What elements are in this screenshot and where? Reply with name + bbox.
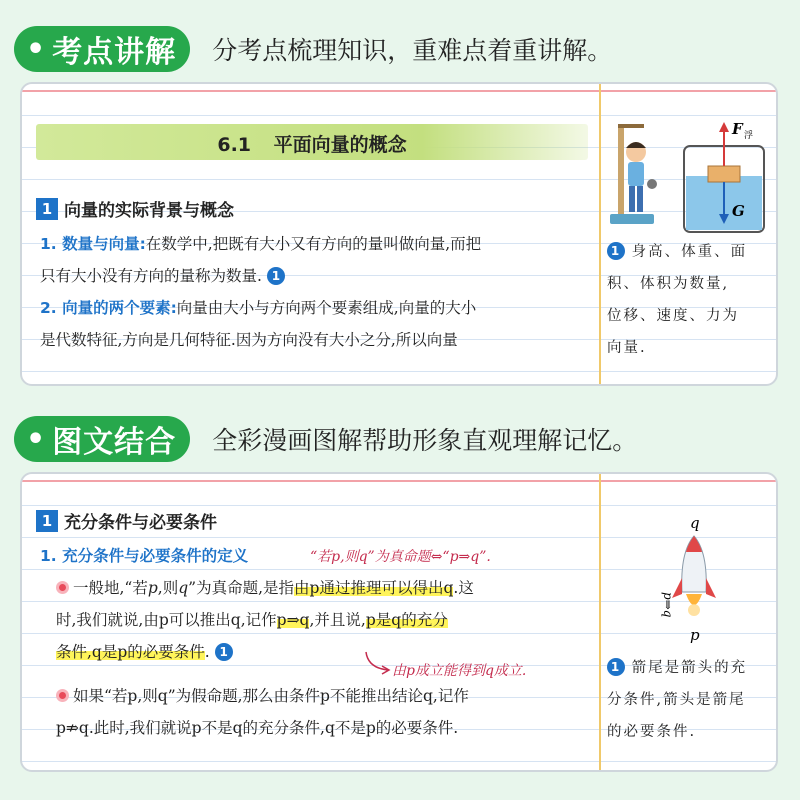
subsection-heading [36,196,234,221]
bullet-icon [56,689,69,702]
banner-tag-text: 图文结合 [52,425,177,460]
note-line: 的必要条件. [607,724,697,740]
item-label: 1. 充分条件与必要条件的定义 [40,547,249,565]
note-ref-badge: 1 [215,643,233,661]
item-text: 是代数特征,方向是几何特征.因为方向没有大小之分,所以向量 [40,331,458,349]
section-title-text: 平面向量的概念 [273,134,407,156]
rocket-top-label: q [690,514,700,532]
text: p⇏q.此时,我们就说p不是q的充分条件,q不是p的必要条件. [56,719,459,737]
curved-arrow-icon [362,650,392,676]
text: 一般地,“若 [73,579,148,597]
heading-number-badge: 1 [36,510,58,532]
force-buoyancy-label: F [732,120,743,138]
margin-line [599,474,601,770]
text: 如果“若p,则q”为假命题,那么由条件p不能推出结论q,记作 [73,687,469,705]
dot-icon: • [26,31,47,67]
item-text: 向量由大小与方向两个要素组成,向量的大小 [176,299,477,317]
heading-number-badge: 1 [36,198,58,220]
bullet-false-proposition [56,680,592,744]
heading-text: 向量的实际背景与概念 [64,201,234,221]
item-quantity-vector [40,228,590,292]
highlight: 条件,q是p的必要条件 [56,643,205,661]
margin-line [599,84,601,384]
page-top-line [22,90,776,92]
highlight: 由p通过推理可以得出q [294,579,454,597]
handwritten-note-top: “若p,则q”为真命题⇔“p⇒q”. [310,549,491,565]
margin-note [607,652,771,748]
banner-subtitle: 全彩漫画图解帮助形象直观理解记忆。 [212,426,638,455]
force-buoyancy-subscript: 浮 [744,131,754,141]
note-line: 位移、速度、力为 [607,308,739,324]
text: p [147,579,158,597]
note-ref-badge: 1 [267,267,285,285]
note-line: 身高、体重、面 [631,244,748,260]
height-scale-illustration [610,124,657,224]
banner-tag-text: 考点讲解 [52,35,177,70]
item-label: 2. 向量的两个要素: [40,299,177,317]
banner-subtitle: 分考点梳理知识，重难点着重讲解。 [212,36,613,65]
text: q [178,579,189,597]
dot-icon: • [26,421,47,457]
banner-tag [14,416,190,462]
handwritten-note-bottom: 由p成立能得到q成立. [392,663,527,679]
text: ,则 [157,579,179,597]
highlight: p⇒q [276,611,310,629]
force-gravity-label: G [732,202,745,220]
text: ,并且说, [309,611,366,629]
section-banner [36,124,588,160]
item-label: 1. 数量与向量: [40,235,146,253]
text: . [204,643,210,661]
section-number: 6.1 [217,134,252,156]
note-line: 箭尾是箭头的充 [631,660,748,676]
highlight: p是q的充分 [365,611,448,629]
rocket-side-label: p⇒q [661,592,675,618]
text: .这 [453,579,474,597]
illustration-quantities [606,114,776,238]
bullet-true-proposition [56,572,592,668]
page-top-line [22,480,776,482]
margin-note [607,236,771,364]
note-line: 向量. [607,340,647,356]
text: ”为真命题,是指 [188,579,295,597]
item-two-elements [40,292,590,356]
section-title [36,130,588,157]
subsection-heading [36,508,217,533]
note-number-badge: 1 [607,658,625,676]
note-number-badge: 1 [607,242,625,260]
item-text: 只有大小没有方向的量称为数量. [40,267,262,285]
rocket-bottom-label: p [690,626,700,644]
item-text: 在数学中,把既有大小又有方向的量叫做向量,而把 [145,235,482,253]
heading-text: 充分条件与必要条件 [64,513,217,533]
note-line: 分条件,箭头是箭尾 [607,692,746,708]
banner-kaodian [14,26,612,72]
sample-page-vectors [20,82,778,386]
rocket-illustration [634,512,744,646]
note-line: 积、体积为数量, [607,276,730,292]
banner-tag [14,26,190,72]
sample-page-conditions [20,472,778,772]
bullet-icon [56,581,69,594]
text: 时,我们就说,由p可以推出q,记作 [56,611,277,629]
banner-tuwen [14,416,637,462]
